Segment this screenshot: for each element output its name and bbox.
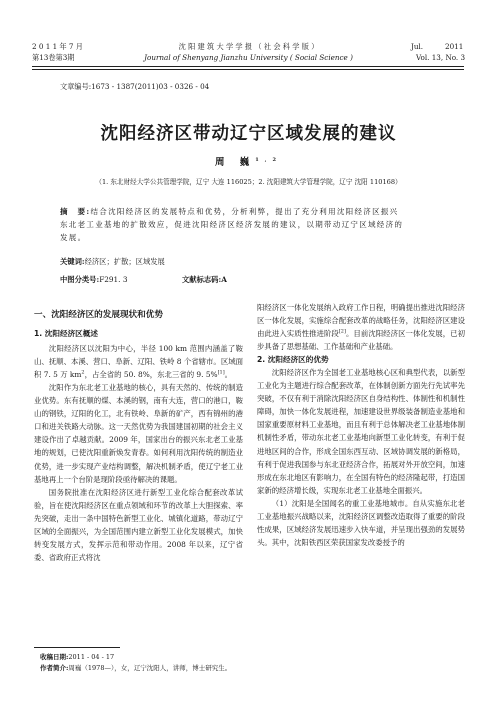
- paragraph-overview-text-2: ，占全省的 50. 8%，东北三省的 9. 5%: [84, 370, 218, 380]
- keywords-text: 经济区；扩散；区域发展: [84, 257, 165, 266]
- document-code: [182, 275, 227, 285]
- clc-text: F291. 3: [99, 275, 128, 284]
- footnote-rule: [34, 647, 120, 648]
- header-journal-cn: 沈 阳 建 筑 大 学 学 报 （ 社 会 科 学 版 ）: [178, 42, 319, 51]
- received-label: 收稿日期:: [40, 653, 69, 661]
- bio-text: 周巍（1978—），女，辽宁沈阳人，讲师，博士研究生。: [68, 664, 232, 672]
- area-unit-superscript: 2: [81, 369, 85, 376]
- citation-2: [2]: [338, 328, 346, 335]
- affiliation: （1. 东北财经大学公共管理学院，辽宁 大连 116025；2. 沈阳建筑大学管理学院，辽宁 沈阳 110168）: [95, 178, 402, 186]
- keywords-label: 关键词:: [60, 257, 85, 266]
- article-number: 文章编号:1673 - 1387(2011)03 - 0326 - 04: [60, 82, 210, 91]
- header-rule: [32, 66, 464, 67]
- bio-label: 作者简介:: [40, 664, 69, 672]
- footnote-received: [40, 652, 114, 662]
- clc-label: 中图分类号:: [60, 275, 100, 284]
- abstract-line-3: 发展。: [60, 233, 87, 243]
- header-rule-thin: [32, 69, 464, 70]
- doc-code-text: A: [221, 275, 227, 284]
- paper-title: 沈阳经济区带动辽宁区域发展的建议: [100, 124, 397, 144]
- author: [0, 154, 497, 168]
- section-heading-1: 一、沈阳经济区的发展现状和优势: [34, 310, 163, 320]
- received-date: 2011 - 04 - 17: [68, 653, 115, 661]
- paragraph-industrial-base: （1）沈阳是全国闻名的重工业基地城市。自从实施东北老工业基地振兴战略以来，沈阳经济区调整改造取得了重要的阶段性成果，区域经济发展迅速步入快车道，并呈现出强劲的发展势头。其中，沈阳铁西区荣获国家发改委授予的: [257, 498, 465, 547]
- paragraph-continued-text-2: 。目前沈阳经济区一体化发展，已初步具备了思想基础、工作基础和产业基础。: [257, 329, 465, 352]
- header-month: Jul.: [411, 42, 424, 51]
- left-column: [34, 303, 243, 564]
- author-affiliation-marker: 1,2: [255, 156, 282, 163]
- header-volume: Vol. 13, No. 3: [416, 53, 466, 62]
- abstract-line-2: 东北老工业基地的扩散效应，促进沈阳经济区经济发展的建议，以期带动辽宁区域经济的: [60, 220, 404, 230]
- abstract-line-1: 结合沈阳经济区的发展特点和优势，分析利弊，提出了充分利用沈阳经济区振兴: [90, 207, 399, 216]
- paragraph-continued: [257, 301, 465, 353]
- paragraph-strengths: 沈阳经济区作为全国老工业基地核心区和典型代表，以新型工业化为主题进行综合配套改革，在体制创新方面先行先试率先突破，不仅有利于消除沈阳经济区自身结构性、体制性和机制性障碍，加快一体化发展进程，加速建设世界级装备制造业基地和国家重要原材料工业基地，而且有利于总体解决老工业基地体制机制性矛盾，带动东北老工业基地向新型工业化转变，有利于促进地区间的合作，形成全国东西互动、区域协调发展的新格局，有利于促进我国参与东北亚经济合作，拓展对外开放空间，加速形成在东北地区有影响力，在全国有特色的经济隆起带，打造国家新的经济增长级，实现东北老工业基地全面振兴。: [257, 368, 465, 495]
- header-date: 2 0 1 1 年 7 月: [32, 42, 83, 51]
- abstract-label: 摘 要:: [60, 207, 91, 216]
- abstract: [60, 205, 450, 245]
- author-name: 周 巍: [214, 157, 256, 168]
- paragraph-reform: 国务院批准在沈阳经济区进行新型工业化综合配套改革试验，旨在使沈阳经济区在重点领域和环节的改革上大胆探索、率先突破，走出一条中国特色新型工业化、城镇化道路，带动辽宁区域的全面振兴，为全国范围内建立新型工业化发展模式，加快转变发展方式，发挥示范和带动作用。2008 年以来，辽宁省委、省政府正式将沈: [34, 487, 243, 562]
- paragraph-overview-text: 沈阳经济区以沈阳为中心，半径 100 km 范围内涵盖了鞍山、抚顺、本溪、营口、阜新、辽阳、铁岭 8 个省辖市。区域面积 7. 5 万 km: [34, 344, 243, 380]
- footnote-bio: [40, 663, 231, 673]
- doc-code-label: 文献标志码:: [182, 275, 222, 284]
- paragraph-advantage: 沈阳作为东北老工业基地的核心，具有天然的、传统的制造业优势。东有抚顺的煤、本溪的钢，南有大连，营口的港口，鞍山的钢铁，辽阳的化工，北有铁岭、阜新的矿产，西有锦州的港口和进关铁路大动脉。这一天然优势为我国建国初期的社会主义建设作出了卓越贡献。2009 年，国家出台的振兴东北老工业基地的规划，已使沈阳重新焕发青春。如何利用沈阳传统的制造业优势，进一步实现产业结构调整，解决机制矛盾，使辽宁老工业基地再上一个台阶是现阶段亟待解决的课题。: [34, 383, 243, 484]
- header-year: 2011: [445, 42, 464, 51]
- clc-number: [60, 275, 127, 285]
- subsection-heading-1: 1. 沈阳经济区概述: [34, 329, 98, 339]
- keywords: [60, 257, 165, 267]
- header-issue: 第13卷第3期: [32, 53, 75, 62]
- citation-1: [1]: [217, 369, 225, 376]
- paragraph-overview: [34, 342, 243, 381]
- subsection-heading-2: 2. 沈阳经济区的优势: [257, 355, 329, 365]
- right-column: [257, 301, 465, 549]
- paragraph-continued-text: 阳经济区一体化发展纳入政府工作日程，明确提出推进沈阳经济区一体化发展，实施综合配套改革的战略任务，沈阳经济区建设由此进入实质性推进阶段: [257, 303, 465, 339]
- paragraph-overview-end: 。: [224, 370, 233, 380]
- header-journal-en: Journal of Shenyang Jianzhu University ( Social Science ): [144, 53, 353, 62]
